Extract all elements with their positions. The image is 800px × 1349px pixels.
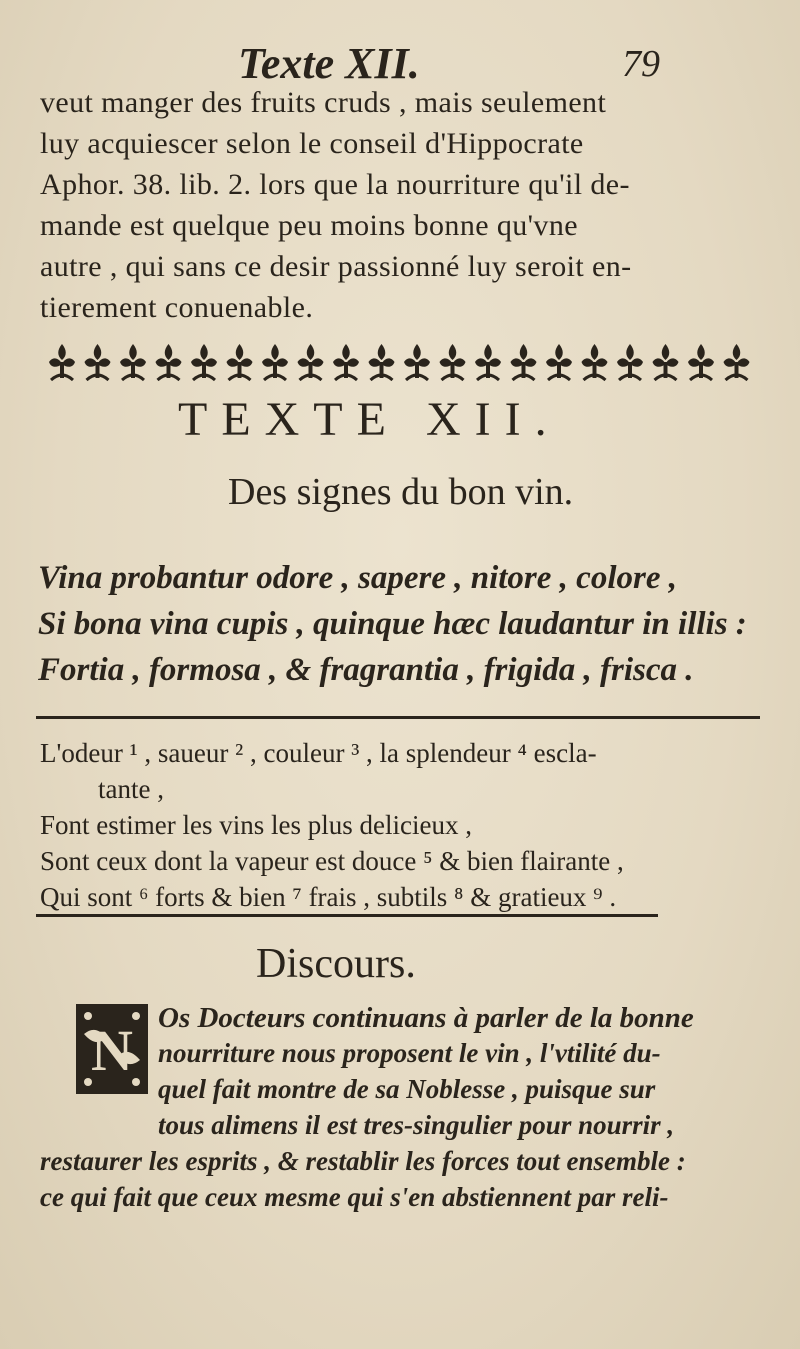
fleuron-ornament-band [44,338,754,382]
top-text-line: Aphor. 38. lib. 2. lors que la nourriture qu'il de- [40,168,630,201]
running-head: Texte XII. [238,39,420,88]
top-text-line: tierement conuenable. [40,291,314,324]
fleuron-icon [156,344,182,380]
fleuron-icon [404,344,430,380]
fleuron-icon [475,344,501,380]
fleuron-icon [120,344,146,380]
french-verse-line: Qui sont ⁶ forts & bien ⁷ frais , subtils ⁸ & gratieux ⁹ . [40,882,617,912]
top-text-line: mande est quelque peu moins bonne qu'vne [40,209,578,242]
fleuron-icon [191,344,217,380]
french-verse-line: Sont ceux dont la vapeur est douce ⁵ & bien flairante , [40,846,624,876]
discours-line: tous alimens il est tres-singulier pour nourrir , [158,1110,675,1140]
fleuron-icon [546,344,572,380]
discours-line: ce qui fait que ceux mesme qui s'en abstiennent par reli- [40,1182,669,1212]
french-verse-line: tante , [98,774,164,804]
discours-line: quel fait montre de sa Noblesse , puisque sur [158,1074,656,1104]
fleuron-icon [724,344,750,380]
top-text-line: veut manger des fruits cruds , mais seulement [40,86,607,119]
french-verse-line: Font estimer les vins les plus delicieux , [40,810,472,840]
fleuron-icon [333,344,359,380]
fleuron-icon [227,344,253,380]
top-text-line: autre , qui sans ce desir passionné luy seroit en- [40,250,632,283]
fleuron-icon [511,344,537,380]
discours-line: restaurer les esprits , & restablir les forces tout ensemble : [40,1146,686,1176]
latin-verse-line: Si bona vina cupis , quinque hæc laudantur in illis : [38,606,747,642]
discours-line: nourriture nous proposent le vin , l'vtilité du- [158,1038,661,1068]
horizontal-rule [36,914,658,917]
fleuron-icon [653,344,679,380]
fleuron-icon [582,344,608,380]
discours-line: Os Docteurs continuans à parler de la bonne [158,1002,694,1034]
fleuron-icon [369,344,395,380]
fleuron-icon [688,344,714,380]
dropcap-letter: N [91,1018,133,1083]
fleuron-icon [85,344,111,380]
latin-verse-line: Vina probantur odore , sapere , nitore , colore , [38,560,677,596]
top-text-line: luy acquiescer selon le conseil d'Hippocrate [40,127,584,160]
french-verse-line: L'odeur ¹ , saueur ² , couleur ³ , la splendeur ⁴ escla- [40,738,597,768]
fleuron-icon [440,344,466,380]
fleuron-icon [617,344,643,380]
discours-heading: Discours. [256,941,416,987]
fleuron-icon [262,344,288,380]
latin-verse-line: Fortia , formosa , & fragrantia , frigida , frisca . [38,652,694,688]
fleuron-icon [49,344,75,380]
page-number: 79 [622,43,660,85]
decorated-dropcap-n [76,1004,148,1094]
section-title: TEXTE XII. [178,393,561,446]
horizontal-rule [36,716,760,719]
section-subtitle: Des signes du bon vin. [228,471,574,513]
fleuron-icon [298,344,324,380]
